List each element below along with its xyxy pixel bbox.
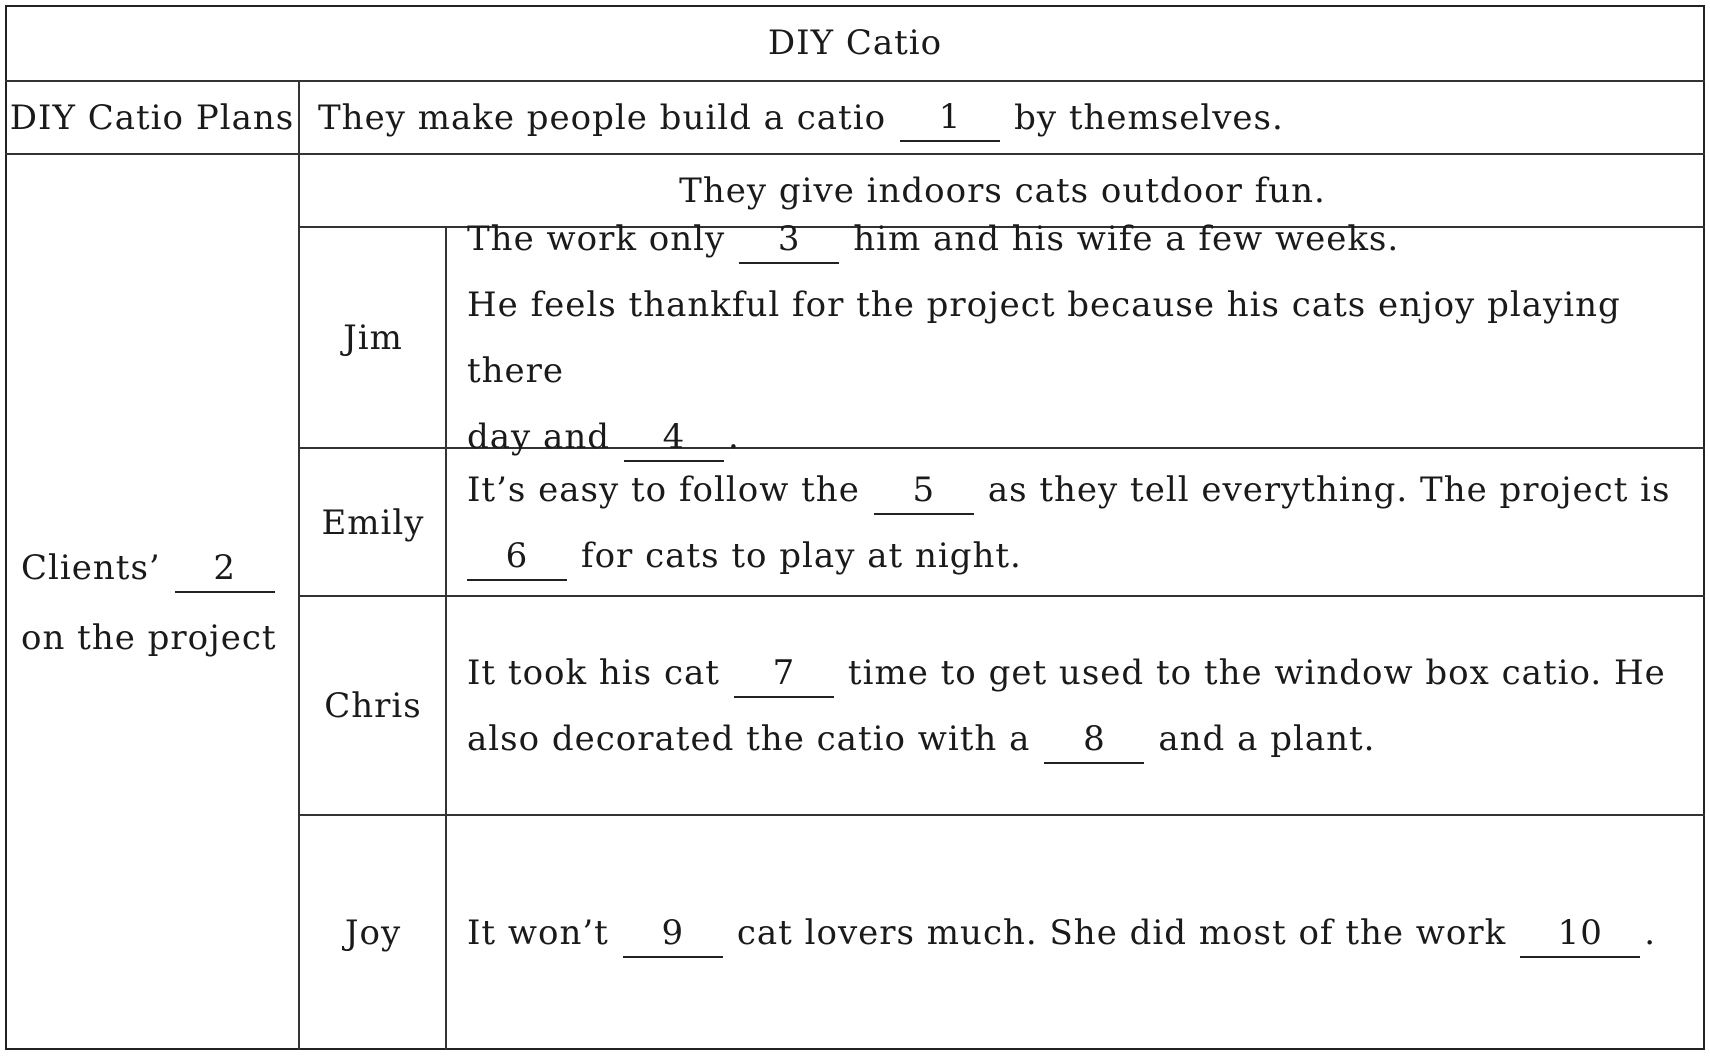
blank-1[interactable]: 1	[900, 94, 1000, 142]
plans-text-after: by themselves.	[1014, 97, 1284, 138]
client-comment-emily	[447, 449, 1705, 596]
client-comment-joy	[447, 816, 1705, 1050]
client-name: Chris	[324, 686, 422, 726]
client-name: Jim	[343, 318, 403, 358]
summary-text: They give indoors cats outdoor fun.	[679, 171, 1326, 211]
plans-text-cell	[300, 81, 1705, 154]
blank-4[interactable]: 4	[624, 414, 724, 462]
comment-text: cat lovers much. She did most of the work	[736, 913, 1507, 953]
comment-text: also decorated the catio with a	[467, 719, 1031, 759]
worksheet-table	[5, 5, 1705, 1050]
table-title-text: DIY Catio	[767, 23, 943, 63]
blank-5[interactable]: 5	[874, 467, 974, 515]
comment-text: It’s easy to follow the	[467, 469, 860, 510]
client-comment-chris	[447, 597, 1705, 815]
client-name: Joy	[344, 913, 402, 953]
client-name-emily	[300, 449, 446, 596]
comment-text: day and	[467, 417, 610, 457]
blank-3[interactable]: 3	[739, 216, 839, 264]
comment-text: time to get used to the window box catio. He	[847, 653, 1666, 693]
comment-text: .	[1644, 913, 1657, 953]
blank-7[interactable]: 7	[734, 650, 834, 698]
plans-label-cell	[5, 81, 299, 154]
clients-label-cell	[5, 155, 299, 1050]
client-name-chris	[300, 597, 446, 815]
comment-text: He feels thankful for the project because his cats enjoy playing there	[467, 285, 1621, 391]
comment-text: It took his cat	[467, 653, 720, 693]
blank-10[interactable]: 10	[1520, 910, 1640, 958]
blank-8[interactable]: 8	[1044, 716, 1144, 764]
client-name-jim	[300, 228, 446, 448]
client-comment-jim	[447, 219, 1705, 457]
clients-label-after: on the project	[21, 617, 277, 658]
client-name-joy	[300, 816, 446, 1050]
plans-label: DIY Catio Plans	[9, 97, 295, 138]
comment-text: and a plant.	[1158, 719, 1376, 759]
blank-6[interactable]: 6	[467, 533, 567, 581]
comment-text: for cats to play at night.	[581, 535, 1022, 576]
comment-text: as they tell everything. The project is	[987, 469, 1671, 510]
comment-text: The work only	[467, 219, 726, 259]
blank-9[interactable]: 9	[623, 910, 723, 958]
comment-text: It won’t	[467, 913, 609, 953]
comment-text: .	[727, 417, 740, 457]
client-name: Emily	[321, 502, 425, 543]
table-title	[5, 5, 1705, 81]
plans-text-before: They make people build a catio	[318, 97, 887, 138]
blank-2[interactable]: 2	[175, 545, 275, 593]
comment-text: him and his wife a few weeks.	[853, 219, 1400, 259]
clients-label-before: Clients’	[21, 547, 161, 588]
